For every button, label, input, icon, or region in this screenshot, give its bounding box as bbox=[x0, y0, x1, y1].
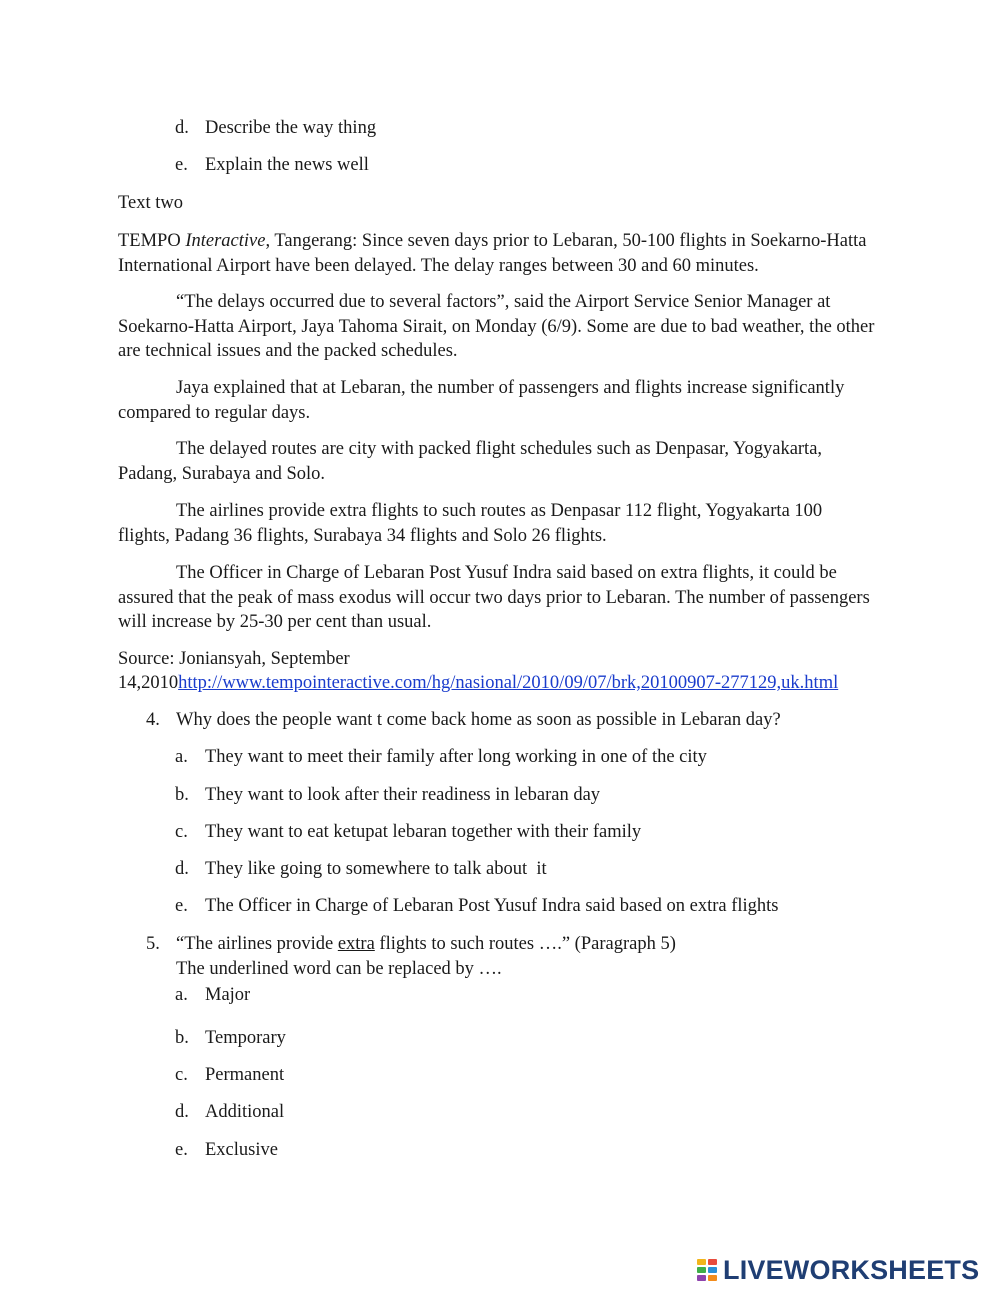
option-text: Additional bbox=[205, 1102, 285, 1122]
paragraph-text: , Tangerang: Since seven days prior to Lebaran, 50-100 flights in Soekarno-Hatta International Airport have been delayed. The delay ranges between 30 and 60 minutes. bbox=[118, 231, 867, 276]
option-text: They like going to somewhere to talk about it bbox=[205, 859, 547, 879]
news-source-italic: Interactive bbox=[185, 231, 266, 251]
option-letter: e. bbox=[175, 1140, 188, 1160]
article-paragraph-5: The airlines provide extra flights to such routes as Denpasar 112 flight, Yogyakarta 100 flights, Padang 36 flights, Surabaya 34 flights and Solo 26 flights. bbox=[118, 501, 823, 546]
question-text: Why does the people want t come back home as soon as possible in Lebaran day? bbox=[176, 710, 781, 730]
news-source-name: TEMPO bbox=[118, 231, 186, 251]
question-text-part: flights to such routes ….” (Paragraph 5) bbox=[374, 934, 676, 954]
option-text: Explain the news well bbox=[205, 155, 369, 175]
article-paragraph-3: Jaya explained that at Lebaran, the number of passengers and flights increase significantly compared to regular days. bbox=[118, 378, 845, 423]
question-text bbox=[176, 932, 676, 957]
option-letter: b. bbox=[175, 1028, 189, 1048]
option-text: Permanent bbox=[205, 1065, 285, 1085]
question-instruction: The underlined word can be replaced by …. bbox=[176, 959, 502, 979]
liveworksheets-logo[interactable] bbox=[697, 1255, 979, 1285]
source-link[interactable]: http://www.tempointeractive.com/hg/nasional/2010/09/07/brk,20100907-277129,uk.html bbox=[178, 673, 839, 693]
option-text: The Officer in Charge of Lebaran Post Yusuf Indra said based on extra flights bbox=[205, 896, 779, 916]
article-paragraph-2: “The delays occurred due to several factors”, said the Airport Service Senior Manager at Soekarno-Hatta Airport, Jaya Tahoma Sirait, on Monday (6/9). Some are due to bad weather, the other are technical issues and the packed schedules. bbox=[118, 292, 875, 361]
question-number: 5. bbox=[146, 934, 160, 954]
option-letter: d. bbox=[175, 1102, 189, 1122]
option-letter: a. bbox=[175, 985, 188, 1005]
article-paragraph-4: The delayed routes are city with packed flight schedules such as Denpasar, Yogyakarta, Padang, Surabaya and Solo. bbox=[118, 439, 823, 484]
option-text: They want to meet their family after long working in one of the city bbox=[205, 747, 707, 767]
option-letter: c. bbox=[175, 822, 188, 842]
logo-blocks-icon bbox=[697, 1257, 719, 1283]
question-number: 4. bbox=[146, 710, 160, 730]
option-text: Temporary bbox=[205, 1028, 286, 1048]
option-text: Describe the way thing bbox=[205, 118, 377, 138]
option-letter: e. bbox=[175, 155, 188, 175]
section-title: Text two bbox=[118, 193, 183, 213]
option-text: They want to eat ketupat lebaran together with their family bbox=[205, 822, 642, 842]
underlined-word: extra bbox=[337, 934, 375, 954]
option-text: Major bbox=[205, 985, 251, 1005]
source-line-2 bbox=[118, 671, 838, 696]
option-letter: e. bbox=[175, 896, 188, 916]
source-date: 14,2010 bbox=[118, 673, 179, 693]
option-letter: a. bbox=[175, 747, 188, 767]
question-text-part: “The airlines provide bbox=[176, 934, 338, 954]
logo-text: LIVEWORKSHEETS bbox=[723, 1255, 980, 1285]
article-paragraph-1 bbox=[118, 229, 872, 278]
option-letter: d. bbox=[175, 859, 189, 879]
option-text: Exclusive bbox=[205, 1140, 278, 1160]
option-letter: b. bbox=[175, 785, 189, 805]
option-letter: d. bbox=[175, 118, 189, 138]
article-paragraph-6: The Officer in Charge of Lebaran Post Yusuf Indra said based on extra flights, it could be assured that the peak of mass exodus will occur two days prior to Lebaran. The number of passengers will increase by 25-30 per cent than usual. bbox=[118, 563, 870, 632]
option-letter: c. bbox=[175, 1065, 188, 1085]
option-text: They want to look after their readiness in lebaran day bbox=[205, 785, 601, 805]
source-line: Source: Joniansyah, September bbox=[118, 649, 350, 669]
